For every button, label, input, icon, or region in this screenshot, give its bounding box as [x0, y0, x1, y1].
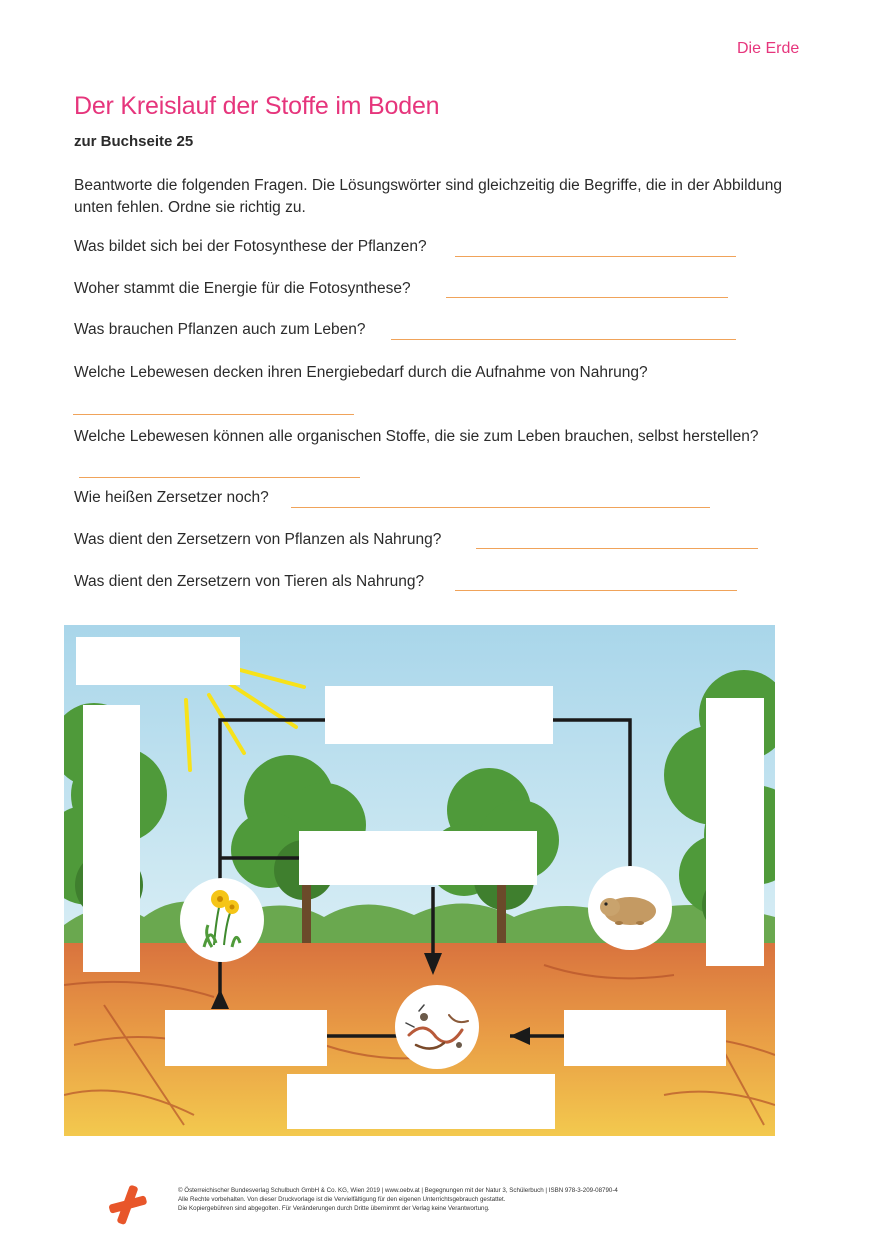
- question-5: Welche Lebewesen können alle organischen Stoffe, die sie zum Leben brauchen, selbst herstellen?: [74, 428, 759, 445]
- label-box-right[interactable]: [706, 698, 764, 966]
- cycle-illustration: [64, 625, 775, 1136]
- copyright-footer: [178, 1186, 618, 1213]
- question-1: Was bildet sich bei der Fotosynthese der Pflanzen?: [74, 238, 427, 255]
- section-label: Die Erde: [737, 40, 800, 57]
- label-box-left[interactable]: [83, 705, 140, 972]
- page-subtitle: zur Buchseite 25: [74, 133, 194, 150]
- label-box-sun[interactable]: [76, 637, 240, 685]
- answer-line-5[interactable]: [79, 477, 360, 478]
- answer-line-8[interactable]: [455, 590, 737, 591]
- answer-line-7[interactable]: [476, 548, 758, 549]
- question-6: Wie heißen Zersetzer noch?: [74, 489, 269, 506]
- question-2: Woher stammt die Energie für die Fotosynthese?: [74, 280, 411, 297]
- answer-line-1[interactable]: [455, 256, 736, 257]
- answer-line-6[interactable]: [291, 507, 710, 508]
- label-box-top[interactable]: [325, 686, 553, 744]
- question-3: Was brauchen Pflanzen auch zum Leben?: [74, 321, 366, 338]
- publisher-logo-icon: [106, 1183, 150, 1227]
- footer-line-1: © Österreichischer Bundesverlag Schulbuch GmbH & Co. KG, Wien 2019 | www.oebv.at | Begegnungen mit der Natur 3, Schülerbuch | ISBN 978-3-209-08790-4: [178, 1187, 618, 1194]
- label-box-bottom[interactable]: [287, 1074, 555, 1129]
- page-title: Der Kreislauf der Stoffe im Boden: [74, 92, 440, 120]
- label-box-center[interactable]: [299, 831, 537, 885]
- answer-line-3[interactable]: [391, 339, 736, 340]
- label-box-bottom-left[interactable]: [165, 1010, 327, 1066]
- instructions: Beantworte die folgenden Fragen. Die Lösungswörter sind gleichzeitig die Begriffe, die in der Abbildung unten fehlen. Ordne sie richtig zu.: [74, 177, 782, 216]
- answer-line-4[interactable]: [73, 414, 354, 415]
- label-box-bottom-right[interactable]: [564, 1010, 726, 1066]
- question-7: Was dient den Zersetzern von Pflanzen als Nahrung?: [74, 531, 442, 548]
- answer-line-2[interactable]: [446, 297, 728, 298]
- footer-line-2: Alle Rechte vorbehalten. Von dieser Druckvorlage ist die Vervielfältigung für den eigenen Unterrichtsgebrauch gestattet.: [178, 1196, 506, 1203]
- footer-line-3: Die Kopiergebühren sind abgegolten. Für Veränderungen durch Dritte übernimmt der Verlag keine Verantwortung.: [178, 1205, 490, 1212]
- question-8: Was dient den Zersetzern von Tieren als Nahrung?: [74, 573, 425, 590]
- question-4: Welche Lebewesen decken ihren Energiebedarf durch die Aufnahme von Nahrung?: [74, 364, 648, 381]
